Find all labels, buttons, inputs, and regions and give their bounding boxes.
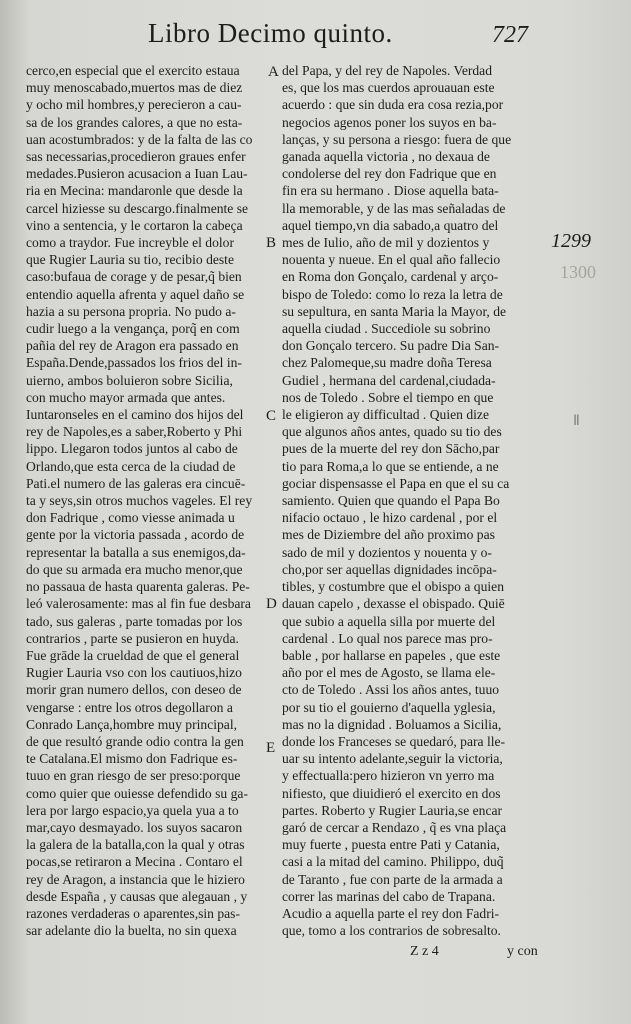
text-line: año por el mes de Agosto, se llama ele- xyxy=(282,665,496,681)
text-line: que, tomo a los contrarios de sobresalto. xyxy=(282,923,501,939)
text-line: cerco,en especial que el exercito estaua xyxy=(26,63,240,78)
text-line: es, que los mas cuerdos aprouauan este xyxy=(282,80,495,96)
text-line: la galera de la batalla,con la qual y otras xyxy=(26,837,245,853)
text-line: casi a la mitad del camino. Philippo, duq̃ xyxy=(282,854,504,870)
text-line: desde España , y causas que alegauan , y xyxy=(26,888,248,904)
text-line: del Papa, y del rey de Napoles. Verdad xyxy=(282,63,493,78)
text-line: caso:bufaua de corage y de pesar,q̃ bien xyxy=(26,269,242,285)
text-line: lippo. Llegaron todos juntos al cabo de xyxy=(26,441,238,457)
text-line: Fue grāde la crueldad de que el general xyxy=(26,647,240,663)
text-line: nifacio octauo , le hizo cardenal , por el xyxy=(282,510,498,526)
text-line: uar su intento adelante,seguir la victoria, xyxy=(282,751,503,767)
folio-number: 727 xyxy=(492,22,528,48)
text-line: hazia a su persona propria. No pudo a- xyxy=(26,303,236,319)
text-line: de que resultó grande odio contra la gen xyxy=(26,733,244,749)
text-line: razones verdaderas o aparentes,sin pas- xyxy=(26,905,241,921)
text-line: que Rugier Lauria su tio, recibio deste xyxy=(26,252,234,268)
section-marker-d: D xyxy=(266,596,277,612)
text-line: mas no la dignidad . Boluamos a Sicilia, xyxy=(282,716,502,732)
section-marker-b: B xyxy=(266,235,277,251)
text-line: don Gonçalo tercero. Su padre Dia San- xyxy=(282,338,500,354)
text-line: aquel tiempo,vn dia sabado,a quatro del xyxy=(282,217,499,233)
text-line: Rugier Lauria vso con los cautiuos,hizo xyxy=(26,665,242,681)
text-line: chez Palomeque,su madre doña Teresa xyxy=(282,355,492,371)
text-line: uierno, ambos boluieron sobre Sicilia, xyxy=(26,372,233,388)
text-line: muy menoscabado,muertos mas de diez xyxy=(26,80,243,96)
text-line: como a traydor. Fue increyble el dolor xyxy=(26,235,234,251)
text-line: representar la batalla a sus enemigos,da- xyxy=(26,544,246,560)
text-line: mes de Diziembre del año proximo pas xyxy=(282,527,495,543)
text-line: do que su armada era mucho menor,que xyxy=(26,561,243,577)
text-line: negocios agenos poner los suyos en ba- xyxy=(282,114,497,130)
text-line: nifiesto, que diuidieró el exercito en dos xyxy=(282,785,501,801)
text-line: tado, sus galeras , parte tomadas por los xyxy=(26,613,243,629)
text-line: como quier que ouiesse defendido su ga- xyxy=(26,785,248,801)
text-line: fin era su hermano . Diose aquella bata- xyxy=(282,183,499,199)
text-line: cardenal . Lo qual nos parece mas pro- xyxy=(282,630,493,646)
section-marker-e: E xyxy=(266,740,276,756)
text-line: su sepultura, en santa Maria la Mayor, de xyxy=(282,303,507,319)
text-line: leó valerosamente: mas al fin fue desbara xyxy=(26,596,251,612)
text-line: dauan capelo , dexasse el obispado. Quiē xyxy=(282,596,505,612)
text-line: y ocho mil hombres,y perecieron a cau- xyxy=(26,97,242,113)
text-line: bable , por hallarse en papeles , que este xyxy=(282,647,501,663)
text-line: sado de mil y dozientos y nouenta y o- xyxy=(282,544,492,560)
text-line: ta y seys,sin otros muchos vageles. El rey xyxy=(26,493,253,509)
text-line: cto de Toledo . Assi los años antes, tuuo xyxy=(282,682,500,698)
text-line: condolerse del rey don Fadrique que en xyxy=(282,166,497,182)
text-line: tuuo en gran riesgo de ser preso:porque xyxy=(26,768,241,784)
text-line: Acudio a aquella parte el rey don Fadri- xyxy=(282,905,500,921)
text-line: don Fadrique , como viesse animada u xyxy=(26,510,235,526)
catchword: y con xyxy=(507,944,538,959)
text-line: garó de cercar a Rendazo , q̃ es vna plaça xyxy=(282,819,507,835)
signature-mark: Z z 4 xyxy=(410,944,439,959)
text-line: te Catalana.El mismo don Fadrique es- xyxy=(26,751,238,767)
text-line: medades.Pusieron acusacion a Iuan Lau- xyxy=(26,166,248,182)
text-line: vino a sentencia, y le cortaron la cabeça xyxy=(26,217,243,233)
text-line: Gudiel , hermana del cardenal,ciudada- xyxy=(282,372,496,388)
text-line: lla memorable, y de las mas señaladas de xyxy=(282,200,506,216)
text-line: gociar dispensasse el Papa en que el su ca xyxy=(282,475,510,491)
text-line: tio para Roma,a lo que se entiende, a ne xyxy=(282,458,499,474)
text-line: por su tio el gouierno d'aquella yglesia, xyxy=(282,699,496,715)
text-line: uan acostumbrados: y de la falta de las co xyxy=(26,131,253,147)
text-line: sar adelante dio la buelta, no sin quexa xyxy=(26,923,237,939)
text-line: pañia del rey de Aragon era passado en xyxy=(26,338,239,354)
text-line: mes de Iulio, año de mil y dozientos y xyxy=(282,235,490,251)
text-line: le eligieron ay difficultad . Quien dize xyxy=(282,407,489,423)
text-line: lera por largo espacio,ya quela yua a to xyxy=(26,802,239,818)
text-line: donde los Franceses se quedaró, para lle- xyxy=(282,733,506,749)
text-line: nouenta y nueue. En el qual año fallecio xyxy=(282,252,501,268)
text-line: que algunos años antes, quado su tio des xyxy=(282,424,502,440)
text-line: cudir luego a la vengança, porq̃ en com xyxy=(26,321,240,337)
text-line: Orlando,que esta cerca de la ciudad de xyxy=(26,458,236,474)
text-line: vengarse : entre los otros degollaron a xyxy=(26,699,233,715)
text-line: nos de Toledo . Sobre el tiempo en que xyxy=(282,389,494,405)
text-line: en Roma don Gonçalo, cardenal y arço- xyxy=(282,269,499,285)
text-line: rey de Napoles,es a saber,Roberto y Phi xyxy=(26,424,243,440)
text-line: bispo de Toledo: como lo reza la letra de xyxy=(282,286,503,302)
left-column xyxy=(26,62,262,939)
text-line: mar,cayo desmayado. los suyos sacaron xyxy=(26,819,243,835)
text-line: y effectualla:pero hizieron vn yerro ma xyxy=(282,768,495,784)
text-line: rey de Aragon, a instancia que le hiziero xyxy=(26,871,245,887)
text-line: de Taranto , fue con parte de la armada a xyxy=(282,871,503,887)
text-line: samiento. Quien que quando el Papa Bo xyxy=(282,493,500,509)
text-line: aquella ciudad . Succediole su sobrino xyxy=(282,321,491,337)
text-line: sa de los grandes calores, a que no esta- xyxy=(26,114,243,130)
section-marker-c: C xyxy=(266,408,277,424)
text-line: correr las marinas del cabo de Trapana. xyxy=(282,888,496,904)
text-line: ganada aquella victoria , no dexaua de xyxy=(282,149,490,165)
margin-year-note: 1299 xyxy=(551,230,591,252)
text-line: no passaua de hasta quarenta galeras. Pe- xyxy=(26,579,250,595)
text-line: muy fuerte , puesta entre Pati y Catania, xyxy=(282,837,500,853)
running-title: Libro Decimo quinto. xyxy=(148,18,393,48)
text-line: cho,por ser aquellas dignidades incōpa- xyxy=(282,561,497,577)
text-line: pues de la muerte del rey don Sācho,par xyxy=(282,441,500,457)
text-line: pocas,se retiraron a Mecina . Contaro el xyxy=(26,854,243,870)
section-marker-a: A xyxy=(268,64,279,80)
margin-stray-mark: ǁ xyxy=(573,413,580,429)
text-line: entendio aquella afrenta y aquel daño se xyxy=(26,286,245,302)
text-line: sas necessarias,procedieron graues enfer xyxy=(26,149,246,165)
text-line: Conrado Lança,hombre muy principal, xyxy=(26,716,238,732)
text-line: partes. Roberto y Rugier Lauria,se encar xyxy=(282,802,503,818)
text-line: Iuntaronseles en el camino dos hijos del xyxy=(26,407,244,423)
text-line: que subio a aquella silla por muerte del xyxy=(282,613,496,629)
text-line: con mucho mayor armada que antes. xyxy=(26,389,226,405)
text-line: gente por la victoria passada , acordo de xyxy=(26,527,245,543)
text-line: carcel hiziesse su descargo.finalmente se xyxy=(26,200,249,216)
bleed-through-year: 1300 xyxy=(560,262,596,282)
text-line: contrarios , parte se pusieron en huyda. xyxy=(26,630,239,646)
right-column xyxy=(282,62,544,939)
text-line: morir gran numero dellos, con deseo de xyxy=(26,682,242,698)
text-line: lanças, y su persona a riesgo: fuera de que xyxy=(282,131,512,147)
text-line: Pati.el numero de las galeras era cincuē- xyxy=(26,475,246,491)
text-line: tibles, y costumbre que el obispo a quien xyxy=(282,579,504,595)
text-line: España.Dende,passados los frios del in- xyxy=(26,355,242,371)
text-line: ria en Mecina: mandaronle que desde la xyxy=(26,183,243,199)
text-line: acuerdo : que sin duda era cosa rezia,por xyxy=(282,97,504,113)
